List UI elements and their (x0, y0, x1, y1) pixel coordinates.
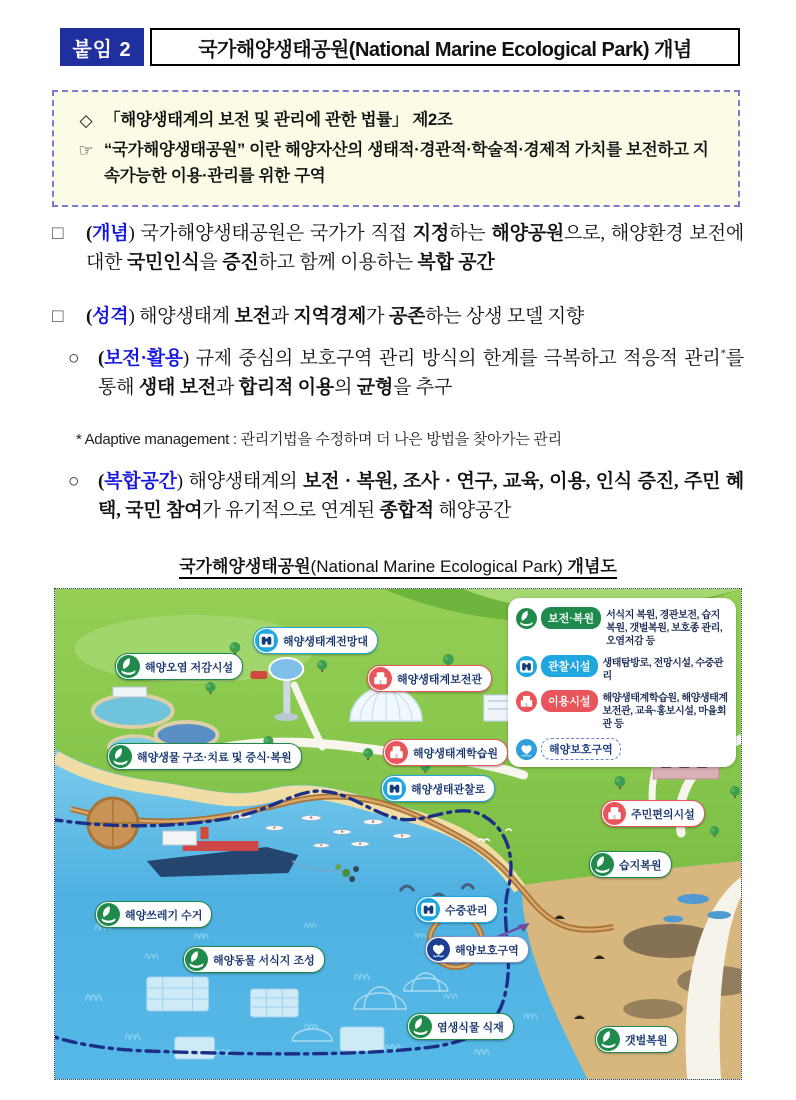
law-definition: “국가해양생태공원” 이란 해양자산의 생태적·경관적·학술적·경제적 가치를 보전하고 지속가능한 이용·관리를 위한 구역 (104, 141, 709, 185)
legend-pill: 이용시설 (541, 690, 598, 712)
law-reference-box (52, 90, 740, 207)
header (60, 28, 740, 66)
leaf-hand-icon (516, 608, 537, 629)
square-bullet-icon: □ (52, 306, 64, 327)
label-marine-protected-area: 해양보호구역 (425, 936, 529, 963)
label-debris-collection: 해양쓰레기 수거 (95, 901, 212, 928)
paragraph-complex-space (68, 468, 744, 525)
law-line-1 (68, 108, 722, 134)
paragraph-complex-text: (복합공간) 해양생태계의 보전 · 복원, 조사 · 연구, 교육, 이용, 인식 증진, 주민 혜택, 국민 참여가 유기적으로 연계된 종합적 해양공간 (98, 471, 745, 521)
binoculars-icon (417, 898, 440, 921)
binoculars-icon (383, 777, 406, 800)
label-halophyte-planting: 염생식물 식재 (407, 1013, 514, 1040)
binoculars-icon (516, 656, 537, 677)
paragraph-conserve-use (68, 345, 744, 402)
label-mudflat-restoration: 갯벌복원 (595, 1026, 678, 1053)
building-icon (385, 741, 408, 764)
legend-item-observation (516, 655, 728, 683)
legend-item-use-facility (516, 690, 728, 731)
leaf-hand-icon (185, 948, 208, 971)
diagram-title: 국가해양생태공원(National Marine Ecological Park) 개념도 (0, 552, 796, 577)
legend-desc: 생태탐방로, 전망시설, 수중관리 (602, 658, 724, 682)
legend-desc: 서식지 복원, 경관보전, 습지복원, 갯벌복원, 보호종 관리, 오염저감 등 (606, 610, 723, 647)
legend-pill: 보전·복원 (541, 607, 601, 629)
leaf-hand-icon (117, 655, 140, 678)
circle-bullet-icon: ○ (68, 348, 80, 369)
legend-item-mpa (516, 738, 728, 760)
legend-item-conservation (516, 607, 728, 648)
square-bullet-icon: □ (52, 223, 64, 244)
paragraph-character (52, 303, 744, 332)
adaptive-management-footnote: * Adaptive management : 관리기법을 수정하며 더 나은 방법을 찾아가는 관리 (76, 431, 562, 448)
legend (508, 598, 736, 767)
building-icon (369, 667, 392, 690)
page-title: 국가해양생태공원(National Marine Ecological Park) 개념 (150, 28, 740, 66)
label-habitat-creation: 해양동물 서식지 조성 (183, 946, 325, 973)
label-pollution-reduction: 해양오염 저감시설 (115, 653, 243, 680)
leaf-hand-icon (409, 1015, 432, 1038)
heart-wave-icon (516, 739, 537, 760)
legend-pill: 관찰시설 (541, 655, 598, 677)
paragraph-conserve-text: (보전·활용) 규제 중심의 보호구역 관리 방식의 한계를 극복하고 적응적 관리*를 통해 생태 보전과 합리적 이용의 균형을 추구 (98, 347, 744, 398)
circle-bullet-icon: ○ (68, 471, 80, 492)
leaf-hand-icon (591, 853, 614, 876)
label-resident-facility: 주민편의시설 (601, 800, 705, 827)
paragraph-concept-text: (개념) 국가해양생태공원은 국가가 직접 지정하는 해양공원으로, 해양환경 보전에 대한 국민인식을 증진하고 함께 이용하는 복합 공간 (86, 223, 745, 273)
law-title: 「해양생태계의 보전 및 관리에 관한 법률」 제2조 (104, 111, 453, 129)
label-conservation-center: 해양생태계보전관 (367, 665, 492, 692)
leaf-hand-icon (97, 903, 120, 926)
legend-desc: 해양생태계학습원, 해양생태계보전관, 교육·홍보시설, 마을회관 등 (602, 693, 728, 730)
label-eco-trail: 해양생태관찰로 (381, 775, 495, 802)
label-observatory: 해양생태계전망대 (253, 627, 378, 654)
legend-pill: 해양보호구역 (541, 738, 621, 760)
pointing-hand-icon: ☞ (78, 141, 94, 161)
leaf-hand-icon (109, 745, 132, 768)
law-line-2 (68, 138, 722, 189)
diamond-icon: ◇ (79, 111, 93, 130)
binoculars-icon (255, 629, 278, 652)
label-learning-center: 해양생태계학습원 (383, 739, 508, 766)
building-icon (516, 691, 537, 712)
heart-wave-icon (427, 938, 450, 961)
label-rescue-restoration: 해양생물 구조·치료 및 증식·복원 (107, 743, 302, 770)
label-underwater-management: 수중관리 (415, 896, 498, 923)
leaf-hand-icon (597, 1028, 620, 1051)
label-wetland-restoration: 습지복원 (589, 851, 672, 878)
paragraph-concept (52, 220, 744, 277)
paragraph-character-text: (성격) 해양생태계 보전과 지역경제가 공존하는 상생 모델 지향 (86, 306, 585, 327)
attachment-tag: 붙임 2 (60, 28, 144, 66)
building-icon (603, 802, 626, 825)
park-concept-illustration (54, 588, 742, 1080)
